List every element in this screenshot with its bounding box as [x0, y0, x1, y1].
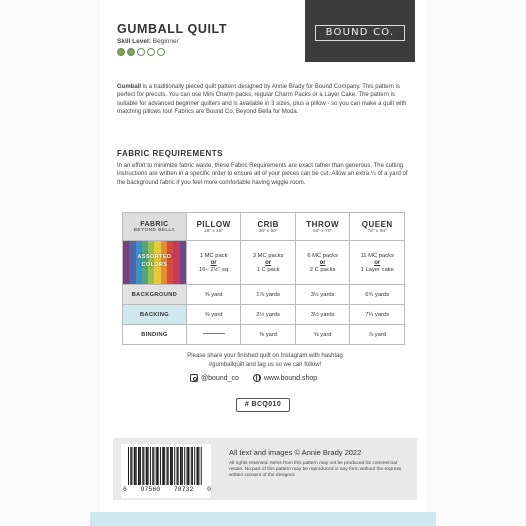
barcode-bar: [177, 447, 178, 485]
size-dims: 18" x 18": [204, 228, 224, 234]
instagram-link[interactable]: [190, 374, 239, 382]
barcode-bar: [153, 447, 154, 485]
barcode-bar: [138, 447, 139, 485]
barcode-bar: [142, 447, 143, 485]
table-row-backing: [123, 305, 405, 325]
skill-level: [117, 38, 179, 45]
barcode-digit-group: 78732: [173, 486, 194, 493]
barcode-bar: [157, 447, 159, 485]
or-text: or: [265, 259, 272, 266]
barcode-bar: [162, 447, 164, 485]
assorted-label-line-2: COLORS: [141, 262, 168, 268]
barcode-bar: [130, 447, 131, 485]
website-link[interactable]: [253, 374, 317, 382]
social-links: [190, 374, 317, 382]
intro-paragraph: [117, 83, 413, 116]
assorted-alt-amount: 1 Layer cake: [360, 266, 394, 273]
assorted-amount: 1 MC pack: [199, 252, 228, 259]
assorted-queen: [350, 241, 405, 285]
barcode-bar: [168, 447, 169, 485]
instagram-icon: [190, 374, 198, 382]
barcode-bar: [174, 447, 175, 485]
assorted-throw: [295, 241, 350, 285]
size-header-throw: [295, 213, 350, 241]
table-cell: 3½ yards: [295, 285, 350, 305]
barcode-bar: [134, 447, 136, 485]
globe-icon: [253, 374, 261, 382]
size-header-pillow: [186, 213, 241, 241]
brand-logo: BOUND CO.: [315, 25, 405, 41]
barcode-bar: [139, 447, 141, 485]
footer-panel: [113, 438, 417, 500]
website-url: www.bound.shop: [263, 374, 318, 382]
skill-level-dots: [117, 48, 165, 56]
skill-dot-filled: [127, 48, 135, 56]
barcode-bar: [188, 447, 190, 485]
row-label-backing: BACKING: [123, 305, 187, 325]
size-header-crib: [241, 213, 295, 241]
table-cell-none: [186, 325, 241, 345]
row-label-binding: BINDING: [123, 325, 187, 345]
barcode-bar: [136, 447, 137, 485]
intro-lead: Gumball: [117, 84, 142, 90]
size-name: CRIB: [257, 219, 279, 229]
size-name: THROW: [306, 219, 339, 229]
table-cell: 7¼ yards: [350, 305, 405, 325]
dash-line: [203, 333, 225, 334]
table-row-binding: [123, 325, 405, 345]
barcode-bar: [164, 447, 165, 485]
logo-banner: [305, 0, 415, 62]
size-name: PILLOW: [196, 219, 231, 229]
or-text: or: [210, 259, 217, 266]
assorted-amount: 11 MC packs: [360, 252, 394, 259]
skill-level-label: Skill Level:: [117, 38, 151, 45]
skill-dot-filled: [117, 48, 125, 56]
barcode-bar: [160, 447, 161, 485]
table-header-row: [123, 213, 405, 241]
row-label-background: BACKGROUND: [123, 285, 187, 305]
barcode-digit-group: 6: [123, 486, 127, 493]
barcode-bar: [178, 447, 179, 485]
barcode-bar: [198, 447, 199, 485]
barcode-bar: [170, 447, 171, 485]
barcode-bar: [191, 447, 192, 485]
assorted-amount: 3 MC packs: [252, 252, 284, 259]
table-row-assorted: [123, 241, 405, 285]
fabric-requirements-table: [122, 212, 405, 345]
size-name: QUEEN: [361, 219, 393, 229]
table-row-background: [123, 285, 405, 305]
barcode-bar: [184, 447, 185, 485]
barcode-bar: [150, 447, 151, 485]
or-text: or: [374, 259, 381, 266]
size-dims: 38" x 50": [258, 228, 278, 234]
fabric-requirements-text: In an effort to minimize fabric waste, these Fabric Requirements are exact rather than generous. The cutting instructions are written in a specific order to ensure all of your pieces can be cut. Allow an extra ¼ of a yard of the background fabric if you feel more comfortable having wiggle room.: [117, 163, 408, 186]
skill-dot-empty: [137, 48, 145, 56]
barcode-bar: [187, 447, 188, 485]
table-cell: 2½ yards: [241, 305, 295, 325]
table-cell: 3½ yards: [295, 305, 350, 325]
fabric-header-sub: BEYOND BELLA: [133, 227, 176, 233]
table-cell: ⅜ yard: [186, 285, 241, 305]
barcode-bar: [182, 447, 183, 485]
table-cell: ⅝ yard: [295, 325, 350, 345]
assorted-alt-amount: 2 C packs: [309, 266, 336, 273]
assorted-amount: 6 MC packs: [307, 252, 338, 259]
size-header-queen: [350, 213, 405, 241]
barcode-bar: [128, 447, 129, 485]
rights-notice: All rights reserved. Items from this pattern may not be produced for commercial resale. No part of this pattern may be reproduced in any form without the express written consent of the designer.: [229, 461, 402, 479]
instagram-handle: @bound_co: [201, 374, 239, 382]
barcode-bar: [171, 447, 173, 485]
size-dims: 54" x 70": [313, 228, 333, 234]
fabric-header-label: FABRIC: [140, 220, 169, 228]
barcode-bar: [156, 447, 157, 485]
share-message: Please share your finished quilt on Instagram with hashtag #gumballquilt and tag us so we can follow!: [187, 353, 343, 368]
assorted-alt-amount: 1 C pack: [256, 266, 280, 273]
barcode-bar: [201, 447, 202, 485]
assorted-colors-swatch: [123, 241, 187, 285]
assorted-colors-label: [123, 253, 186, 269]
barcode-bar: [180, 447, 182, 485]
barcode-bar: [197, 447, 199, 485]
barcode-bar: [152, 447, 153, 485]
barcode-bar: [148, 447, 149, 485]
barcode-bar: [167, 447, 168, 485]
barcode-bar: [192, 447, 193, 485]
fabric-requirements-heading: FABRIC REQUIREMENTS: [117, 149, 223, 158]
barcode-bar: [194, 447, 195, 485]
pattern-code: # BCQ010: [236, 398, 290, 412]
size-dims: 78" x 94": [367, 228, 387, 234]
table-cell: 6¾ yards: [350, 285, 405, 305]
barcode: [121, 444, 211, 498]
barcode-digit-group: 0: [207, 486, 211, 493]
skill-dot-empty: [157, 48, 165, 56]
barcode-bar: [146, 447, 148, 485]
barcode-digit-group: 97560: [140, 486, 161, 493]
table-cell: 1⅞ yards: [241, 285, 295, 305]
table-cell: ⅞ yard: [350, 325, 405, 345]
assorted-alt-amount: 16– 2½" sq: [199, 266, 229, 273]
skill-level-value: Beginner: [152, 38, 179, 45]
intro-body: is a traditionally pieced quilt pattern designed by Annie Brady for Bound Company. This pattern is perfect for precuts. You can use Mini Charm packs, regular Charm Packs or a Layer Cake. The pattern is suitable for advanced beginner quilters and is available in 3 sizes, plus a pillow - so you can make a quilt with matching pillows too! Fabrics are Bound Co. Beyond Bella for Moda.: [117, 84, 407, 115]
assorted-label-line-1: ASSORTED: [137, 254, 172, 260]
barcode-bar: [143, 447, 144, 485]
barcode-bars: [126, 447, 206, 485]
assorted-crib: [241, 241, 295, 285]
assorted-pillow: [186, 241, 241, 285]
table-cell: ⅝ yard: [186, 305, 241, 325]
barcode-bar: [131, 447, 132, 485]
skill-dot-empty: [147, 48, 155, 56]
barcode-digits: [123, 486, 211, 493]
fabric-column-header: [123, 213, 187, 241]
or-text: or: [319, 259, 326, 266]
copyright-line: All text and images © Annie Brady 2022: [229, 448, 362, 457]
table-cell: ⅜ yard: [241, 325, 295, 345]
bottom-edge-strip: [90, 512, 436, 526]
page-title: GUMBALL QUILT: [117, 22, 228, 36]
